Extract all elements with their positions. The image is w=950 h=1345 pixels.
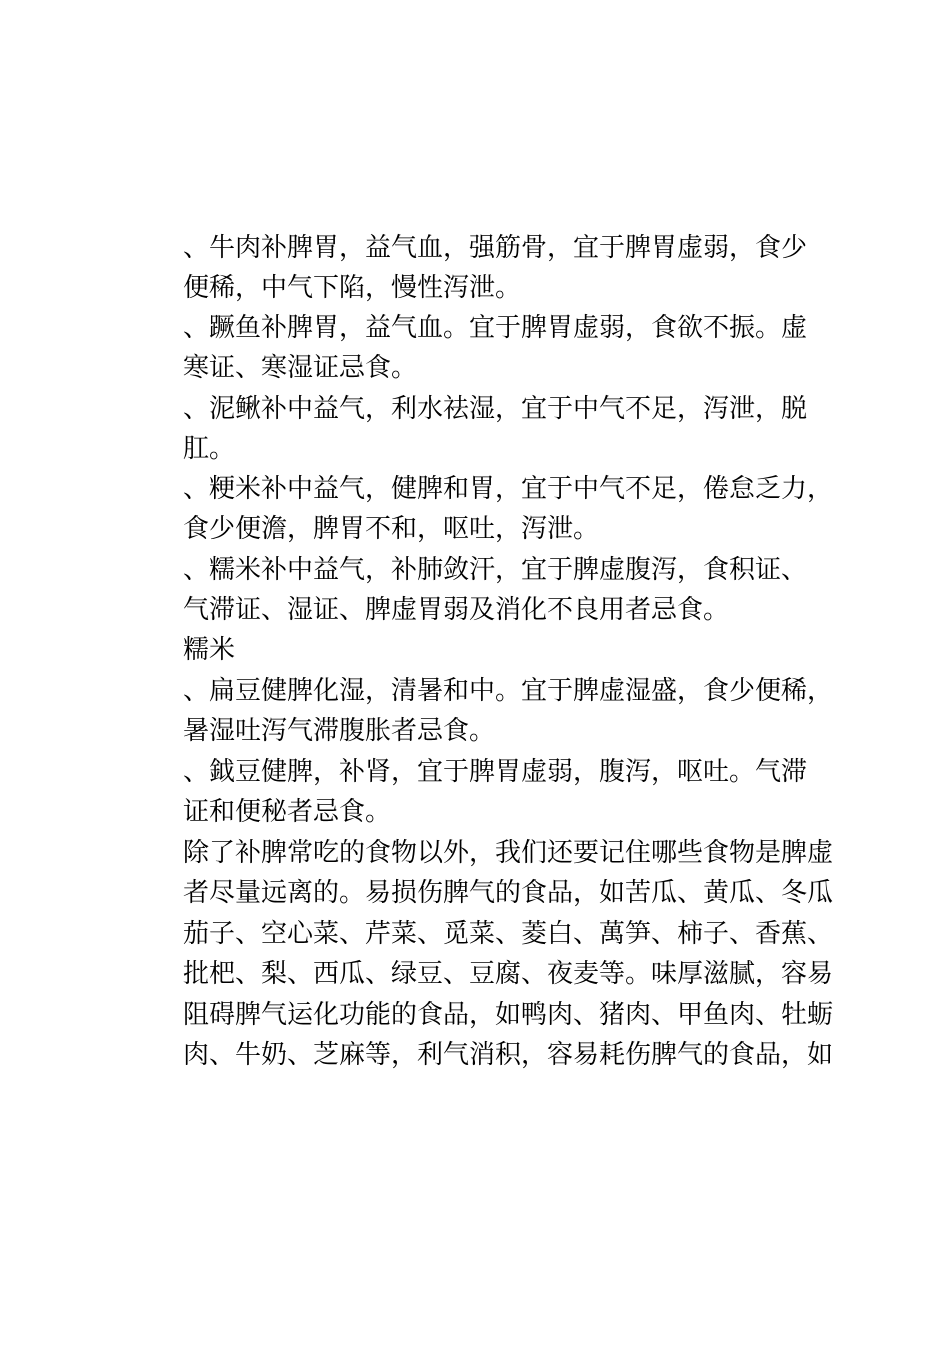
text-line: 阻碍脾气运化功能的食品，如鸭肉、猪肉、甲鱼肉、牡蛎: [183, 1000, 834, 1030]
text-line: 肉、牛奶、芝麻等，利气消积，容易耗伤脾气的食品，如: [183, 1040, 834, 1070]
text-line: 除了补脾常吃的食物以外，我们还要记住哪些食物是脾虚: [183, 838, 834, 868]
text-line: 气滞证、湿证、脾虚胃弱及消化不良用者忌食。: [183, 595, 730, 625]
text-line: 食少便澹，脾胃不和，呕吐，泻泄。: [183, 514, 600, 544]
text-line: 、蹶鱼补脾胃，益气血。宜于脾胃虚弱，食欲不振。虚: [183, 313, 808, 343]
text-line: 茄子、空心菜、芹菜、觅菜、菱白、萬笋、柿子、香蕉、: [183, 919, 834, 949]
text-line: 、扁豆健脾化湿，清暑和中。宜于脾虚湿盛，食少便稀，: [183, 676, 834, 706]
text-line: 寒证、寒湿证忌食。: [183, 353, 418, 383]
text-line: 肛。: [183, 434, 236, 464]
text-line: 、粳米补中益气，健脾和胃，宜于中气不足，倦怠乏力，: [183, 474, 834, 504]
text-line: 糯米: [183, 635, 236, 665]
text-line: 证和便秘者忌食。: [183, 797, 392, 827]
text-line: 批杷、梨、西瓜、绿豆、豆腐、夜麦等。味厚滋腻，容易: [183, 959, 834, 989]
text-line: 、鉞豆健脾，补肾，宜于脾胃虚弱，腹泻，呕吐。气滞: [183, 757, 808, 787]
text-line: 、糯米补中益气，补肺敛汗，宜于脾虚腹泻，食积证、: [183, 555, 808, 585]
text-line: 暑湿吐泻气滞腹胀者忌食。: [183, 716, 496, 746]
text-line: 、泥鳅补中益气，利水祛湿，宜于中气不足，泻泄，脱: [183, 394, 808, 424]
text-line: 、牛肉补脾胃，益气血，强筋骨，宜于脾胃虚弱，食少: [183, 233, 808, 263]
text-line: 便稀，中气下陷，慢性泻泄。: [183, 273, 522, 303]
text-line: 者尽量远离的。易损伤脾气的食品，如苦瓜、黄瓜、冬瓜: [183, 878, 834, 908]
